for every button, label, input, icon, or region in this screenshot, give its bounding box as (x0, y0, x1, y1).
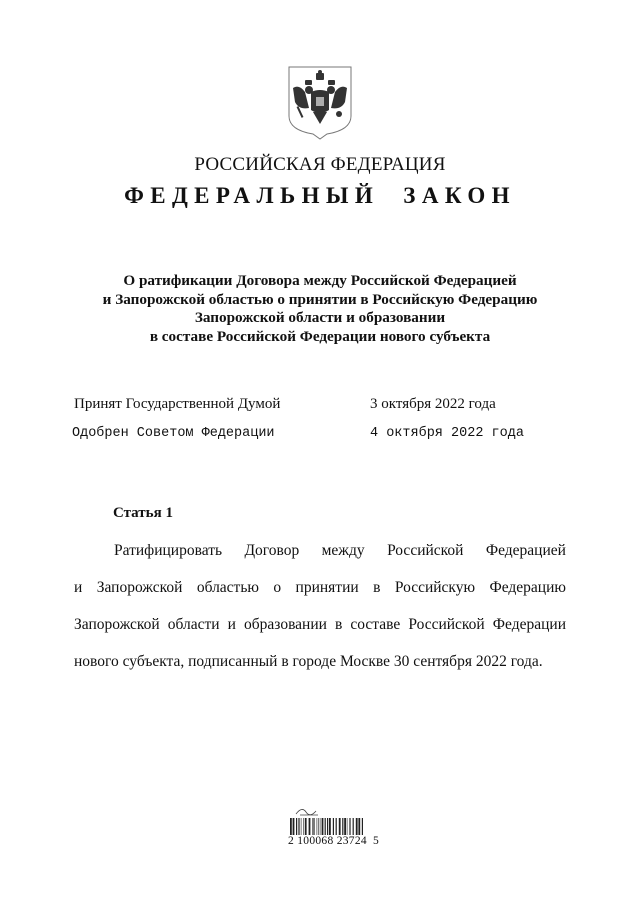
article-word: Ратифицировать (114, 542, 223, 559)
article-word: и (227, 616, 236, 633)
article-body (74, 538, 566, 686)
law-title (0, 272, 640, 346)
coat-of-arms-icon (287, 64, 353, 140)
barcode-bar (327, 818, 328, 835)
article-line (74, 575, 566, 612)
article-word: Российскую (394, 579, 476, 596)
barcode-bar (320, 818, 321, 835)
article-line (74, 538, 566, 575)
barcode-bar (362, 818, 363, 835)
barcode-bar (358, 818, 360, 835)
article-line (74, 649, 566, 686)
barcode-bar (322, 818, 324, 835)
barcode-bar (353, 818, 354, 835)
adopted-by-duma-date: 3 октября 2022 года (370, 396, 496, 412)
barcode-bar (349, 818, 350, 835)
article-word: областью (196, 579, 259, 596)
article-word: о (273, 579, 282, 596)
article-word: в (373, 579, 381, 596)
country-name: РОССИЙСКАЯ ФЕДЕРАЦИЯ (194, 154, 446, 175)
article-word: и (74, 579, 83, 596)
article-word: нового субъекта, подписанный в городе Москве 30 сентября 2022 года. (74, 653, 543, 670)
barcode-bar (312, 818, 313, 835)
barcode-bar (290, 818, 292, 835)
document-type: ФЕДЕРАЛЬНЫЙ ЗАКОН (124, 183, 516, 208)
barcode-bar (305, 818, 307, 835)
barcode-bar (303, 818, 304, 835)
article-word: Запорожской (96, 579, 183, 596)
law-title-line: О ратификации Договора между Российской Федерацией (123, 272, 517, 289)
barcode-bar (296, 818, 297, 835)
barcode-bar (342, 818, 343, 835)
law-title-line: в составе Российской Федерации нового субъекта (149, 327, 491, 345)
law-title-line: и Запорожской областью о принятии в Российскую Федерацию (102, 290, 538, 308)
article-word: Федерацию (489, 579, 566, 596)
article-word: Договор (244, 542, 300, 559)
barcode-bar (325, 818, 326, 835)
signature-mark (296, 809, 318, 815)
article-word: принятии (295, 579, 359, 596)
article-word: Федерации (492, 616, 566, 633)
article-word: Российской (387, 542, 464, 559)
article-line (74, 612, 566, 649)
adopted-by-duma-label: Принят Государственной Думой (74, 396, 281, 412)
barcode-bar (313, 818, 314, 835)
barcode-bar (347, 818, 348, 835)
approved-by-council-label: Одобрен Советом Федерации (72, 426, 275, 441)
barcode-bar (344, 818, 346, 835)
barcode-bar (318, 818, 319, 835)
barcode-bar (309, 818, 311, 835)
article-word: в (335, 616, 343, 633)
barcode-number: 2 100068 23724 (288, 835, 367, 847)
law-title-line: Запорожской области и образовании (194, 309, 446, 326)
article-word: Федерацией (485, 542, 566, 559)
barcode-check-digit: 5 (373, 835, 379, 847)
article-word: Запорожской (74, 616, 160, 633)
article-word: между (321, 542, 365, 559)
article-heading: Статья 1 (113, 505, 173, 521)
article-word: Российской (408, 616, 485, 633)
barcode-bar (336, 818, 337, 835)
article-word: составе (350, 616, 401, 633)
barcode-bar (329, 818, 331, 835)
barcode-bar (298, 818, 299, 835)
barcode-bar (333, 818, 334, 835)
article-word: области (167, 616, 220, 633)
barcode-bar (356, 818, 358, 835)
barcode-bar (293, 818, 295, 835)
barcode-bar (301, 818, 302, 835)
approved-by-council-date: 4 октября 2022 года (370, 426, 524, 441)
barcode-bar (339, 818, 341, 835)
barcode-bar (317, 818, 318, 835)
article-word: образовании (244, 616, 327, 633)
